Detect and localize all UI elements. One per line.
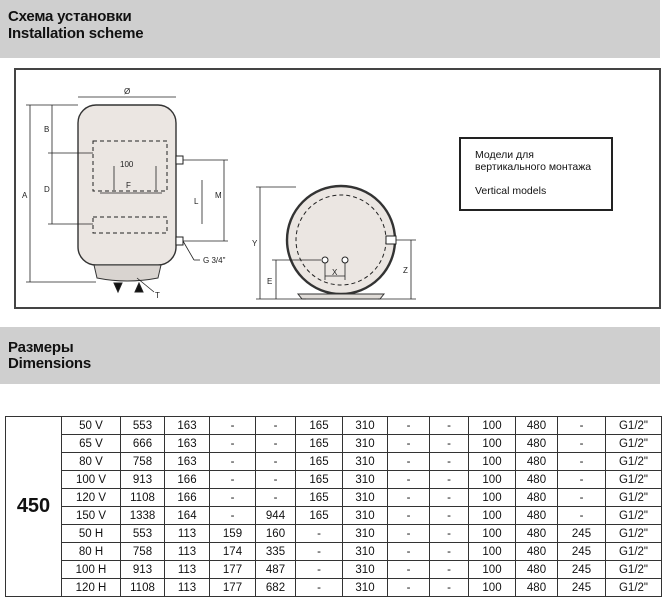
vertical-boiler-drawing <box>26 97 228 292</box>
table-cell: G1/2" <box>606 471 662 489</box>
table-cell: 310 <box>343 543 388 561</box>
table-cell: 480 <box>516 453 558 471</box>
table-cell: G1/2" <box>606 489 662 507</box>
table-cell: 166 <box>165 489 210 507</box>
table-cell: - <box>388 435 430 453</box>
table-cell: - <box>210 417 256 435</box>
dimensions-title-en: Dimensions <box>8 355 92 372</box>
table-cell: 480 <box>516 525 558 543</box>
table-cell: 758 <box>121 453 165 471</box>
table-cell: 163 <box>165 435 210 453</box>
table-cell: - <box>388 507 430 525</box>
table-cell: 100 <box>469 471 516 489</box>
table-row <box>6 579 662 597</box>
table-cell: 1338 <box>121 507 165 525</box>
label-diameter: Ø <box>124 87 131 96</box>
table-cell: - <box>430 579 469 597</box>
table-row <box>6 489 662 507</box>
table-cell: - <box>388 579 430 597</box>
label-D: D <box>44 185 50 194</box>
table-cell: 245 <box>558 579 606 597</box>
label-X: X <box>332 268 338 277</box>
table-cell: - <box>558 417 606 435</box>
table-cell: 165 <box>296 435 343 453</box>
table-cell: G1/2" <box>606 435 662 453</box>
table-cell: 100 <box>469 525 516 543</box>
table-cell: - <box>256 471 296 489</box>
table-cell: 913 <box>121 561 165 579</box>
table-row <box>6 525 662 543</box>
table-cell: 163 <box>165 453 210 471</box>
table-cell: 310 <box>343 453 388 471</box>
model-name-cell: 150 V <box>62 507 121 525</box>
model-name-cell: 100 H <box>62 561 121 579</box>
table-cell: - <box>430 471 469 489</box>
inlet-arrow-left <box>114 283 122 292</box>
table-cell: - <box>388 417 430 435</box>
outlet-arrow-right <box>135 283 143 292</box>
table-cell: 480 <box>516 417 558 435</box>
table-cell: 480 <box>516 435 558 453</box>
dimensions-table <box>5 416 662 597</box>
label-E: E <box>267 277 273 286</box>
table-cell: 310 <box>343 507 388 525</box>
dimensions-table-body <box>6 417 662 597</box>
table-cell: 913 <box>121 471 165 489</box>
table-cell: 174 <box>210 543 256 561</box>
table-cell: 310 <box>343 489 388 507</box>
table-cell: 480 <box>516 489 558 507</box>
table-cell: 1108 <box>121 489 165 507</box>
model-name-cell: 50 H <box>62 525 121 543</box>
table-cell: 100 <box>469 489 516 507</box>
model-group-label: 450 <box>6 417 62 597</box>
label-F: F <box>126 181 131 190</box>
table-cell: - <box>558 507 606 525</box>
table-cell: 480 <box>516 561 558 579</box>
table-cell: - <box>388 561 430 579</box>
table-cell: 100 <box>469 453 516 471</box>
table-cell: - <box>558 489 606 507</box>
table-cell: 113 <box>165 579 210 597</box>
label-L: L <box>194 197 199 206</box>
model-name-cell: 65 V <box>62 435 121 453</box>
table-cell: - <box>296 525 343 543</box>
table-cell: 487 <box>256 561 296 579</box>
label-A: A <box>22 191 28 200</box>
label-Y: Y <box>252 239 258 248</box>
table-row <box>6 561 662 579</box>
table-cell: - <box>388 489 430 507</box>
pipe-outlet-left <box>322 257 328 263</box>
table-cell: G1/2" <box>606 561 662 579</box>
table-cell: 113 <box>165 543 210 561</box>
table-cell: - <box>210 507 256 525</box>
side-view-drawing <box>256 186 416 299</box>
installation-scheme-header <box>0 0 660 58</box>
installation-title-ru: Схема установки <box>8 8 132 25</box>
table-cell: 310 <box>343 471 388 489</box>
table-cell: - <box>388 543 430 561</box>
table-cell: 100 <box>469 561 516 579</box>
pipe-connection-upper <box>176 156 183 164</box>
table-cell: 177 <box>210 561 256 579</box>
vertical-models-note <box>459 137 613 211</box>
table-cell: - <box>210 453 256 471</box>
table-row <box>6 471 662 489</box>
table-cell: - <box>388 471 430 489</box>
table-cell: - <box>558 453 606 471</box>
table-cell: - <box>296 543 343 561</box>
table-cell: 245 <box>558 525 606 543</box>
table-cell: - <box>388 525 430 543</box>
table-cell: 100 <box>469 579 516 597</box>
dimensions-title-ru: Размеры <box>8 339 74 356</box>
table-cell: - <box>256 435 296 453</box>
table-cell: - <box>296 561 343 579</box>
table-cell: - <box>256 453 296 471</box>
model-name-cell: 50 V <box>62 417 121 435</box>
table-cell: 165 <box>296 417 343 435</box>
table-cell: 553 <box>121 525 165 543</box>
table-cell: 165 <box>296 489 343 507</box>
model-name-cell: 100 V <box>62 471 121 489</box>
table-cell: - <box>256 417 296 435</box>
table-cell: 310 <box>343 561 388 579</box>
table-row <box>6 507 662 525</box>
table-cell: - <box>430 453 469 471</box>
table-cell: 113 <box>165 525 210 543</box>
table-cell: 666 <box>121 435 165 453</box>
table-cell: - <box>210 435 256 453</box>
table-cell: - <box>388 453 430 471</box>
table-row <box>6 435 662 453</box>
table-cell: G1/2" <box>606 417 662 435</box>
model-name-cell: 120 H <box>62 579 121 597</box>
label-Z: Z <box>403 266 408 275</box>
table-cell: 160 <box>256 525 296 543</box>
table-cell: 159 <box>210 525 256 543</box>
pipe-connection-lower <box>176 237 183 245</box>
tank-outer-circle <box>287 186 395 294</box>
label-M: M <box>215 191 222 200</box>
label-G-connection: G 3/4" <box>203 256 226 265</box>
table-cell: - <box>430 525 469 543</box>
table-cell: 100 <box>469 507 516 525</box>
table-cell: 100 <box>469 543 516 561</box>
installation-title-en: Installation scheme <box>8 25 144 42</box>
table-cell: 310 <box>343 579 388 597</box>
pipe-outlet-right <box>342 257 348 263</box>
boiler-bottom-cover <box>94 265 161 281</box>
table-cell: 165 <box>296 471 343 489</box>
label-T: T <box>155 291 160 300</box>
table-cell: 177 <box>210 579 256 597</box>
table-cell: 100 <box>469 417 516 435</box>
table-cell: 100 <box>469 435 516 453</box>
models-note-line-2: вертикального монтажа <box>475 161 592 173</box>
table-cell: 1108 <box>121 579 165 597</box>
table-cell: 682 <box>256 579 296 597</box>
models-note-line-1: Модели для <box>475 149 534 161</box>
table-cell: 113 <box>165 561 210 579</box>
table-cell: - <box>430 435 469 453</box>
table-cell: - <box>210 471 256 489</box>
model-name-cell: 80 H <box>62 543 121 561</box>
table-cell: - <box>296 579 343 597</box>
models-note-line-3: Vertical models <box>475 185 547 197</box>
table-cell: 164 <box>165 507 210 525</box>
table-cell: G1/2" <box>606 579 662 597</box>
table-cell: - <box>430 543 469 561</box>
table-cell: G1/2" <box>606 525 662 543</box>
table-cell: 310 <box>343 417 388 435</box>
table-cell: - <box>558 471 606 489</box>
table-cell: 310 <box>343 435 388 453</box>
table-cell: - <box>430 489 469 507</box>
table-cell: - <box>430 417 469 435</box>
table-cell: - <box>430 561 469 579</box>
table-cell: 553 <box>121 417 165 435</box>
table-cell: 165 <box>296 507 343 525</box>
side-pipe-connection <box>386 236 396 244</box>
tank-mount-base <box>298 294 384 299</box>
table-cell: 310 <box>343 525 388 543</box>
dimensions-header <box>0 327 660 384</box>
table-cell: - <box>210 489 256 507</box>
table-cell: 166 <box>165 471 210 489</box>
table-cell: 480 <box>516 579 558 597</box>
table-row <box>6 453 662 471</box>
table-cell: G1/2" <box>606 453 662 471</box>
table-cell: 245 <box>558 561 606 579</box>
table-cell: - <box>430 507 469 525</box>
label-100: 100 <box>120 160 134 169</box>
table-row <box>6 543 662 561</box>
table-cell: 480 <box>516 543 558 561</box>
label-B: B <box>44 125 50 134</box>
table-cell: 480 <box>516 507 558 525</box>
table-cell: G1/2" <box>606 507 662 525</box>
model-name-cell: 120 V <box>62 489 121 507</box>
table-cell: 758 <box>121 543 165 561</box>
model-name-cell: 80 V <box>62 453 121 471</box>
table-row <box>6 417 662 435</box>
table-cell: G1/2" <box>606 543 662 561</box>
table-cell: 165 <box>296 453 343 471</box>
table-cell: - <box>256 489 296 507</box>
table-cell: 163 <box>165 417 210 435</box>
table-cell: 245 <box>558 543 606 561</box>
table-cell: 335 <box>256 543 296 561</box>
table-cell: - <box>558 435 606 453</box>
table-cell: 944 <box>256 507 296 525</box>
table-cell: 480 <box>516 471 558 489</box>
